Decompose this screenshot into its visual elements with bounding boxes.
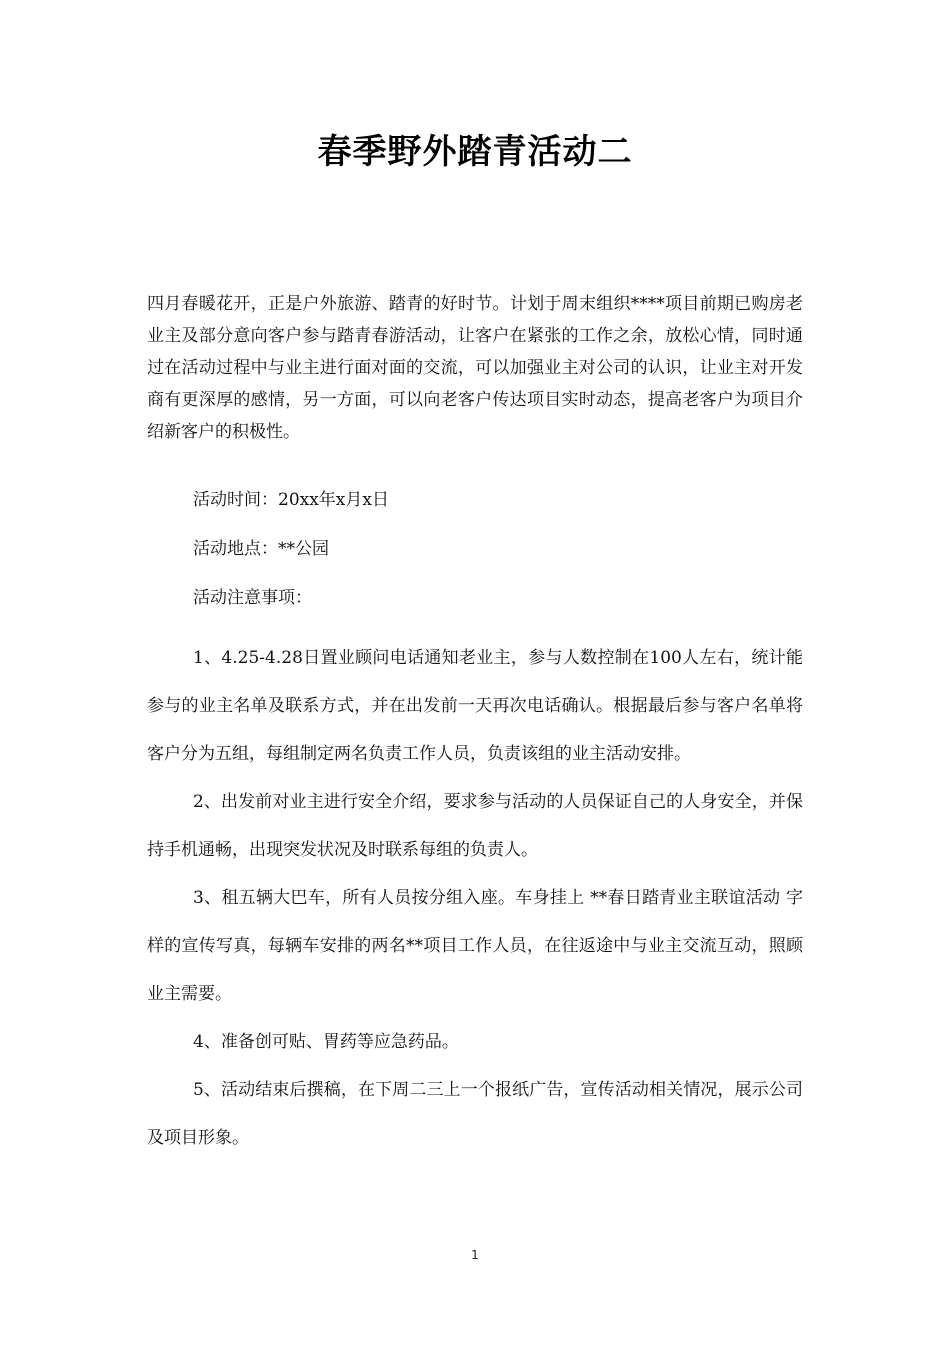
note-item-4: 4、准备创可贴、胃药等应急药品。 <box>193 1032 459 1052</box>
notes-list <box>147 634 803 1162</box>
note-item-3: 3、租五辆大巴车，所有人员按分组入座。车身挂上 **春日踏青业主联谊活动 字样的宣传写真，每辆车安排的两名**项目工作人员，在往返途中与业主交流互动，照顾业主需要。 <box>147 888 803 1004</box>
intro-paragraph: 四月春暖花开，正是户外旅游、踏青的好时节。计划于周末组织****项目前期已购房老业主及部分意向客户参与踏青春游活动，让客户在紧张的工作之余，放松心情，同时通过在活动过程中与业主进行面对面的交流，可以加强业主对公司的认识，让业主对开发商有更深厚的感情，另一方面，可以向老客户传达项目实时动态，提高老客户为项目介绍新客户的积极性。 <box>147 294 803 442</box>
page-number: 1 <box>471 1248 479 1262</box>
document-body <box>147 288 803 1162</box>
activity-location: 活动地点：**公园 <box>193 539 329 559</box>
activity-info <box>147 488 803 610</box>
note-item-5: 5、活动结束后撰稿，在下周二三上一个报纸广告，宣传活动相关情况，展示公司及项目形象。 <box>147 1080 803 1148</box>
notes-heading: 活动注意事项： <box>193 588 312 608</box>
note-item-2: 2、出发前对业主进行安全介绍，要求参与活动的人员保证自己的人身安全，并保持手机通畅，出现突发状况及时联系每组的负责人。 <box>147 792 803 860</box>
activity-time: 活动时间：20xx年x月x日 <box>193 490 389 510</box>
note-item-1: 1、4.25-4.28日置业顾问电话通知老业主，参与人数控制在100人左右，统计能参与的业主名单及联系方式，并在出发前一天再次电话确认。根据最后参与客户名单将客户分为五组，每组制定两名负责工作人员，负责该组的业主活动安排。 <box>147 648 803 764</box>
document-title: 春季野外踏青活动二 <box>317 132 633 172</box>
